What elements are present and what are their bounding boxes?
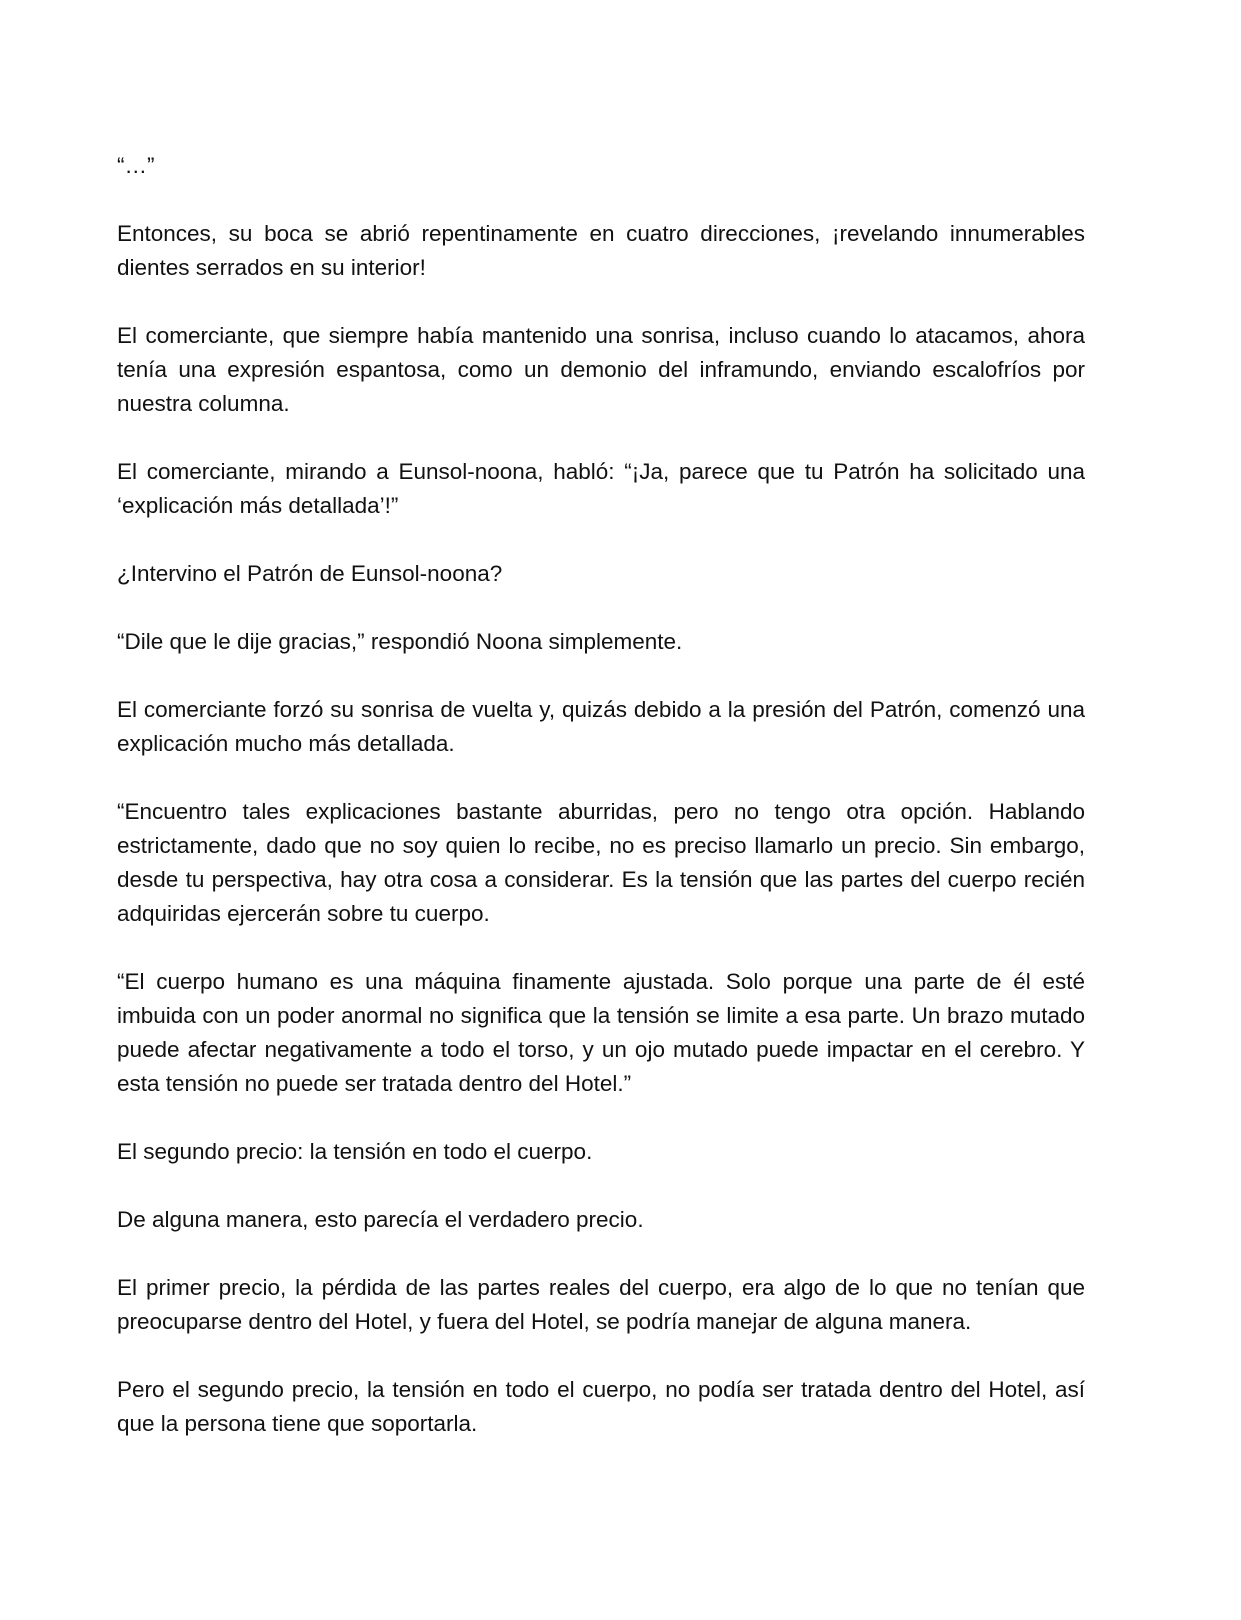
- paragraph-10: El segundo precio: la tensión en todo el cuerpo.: [117, 1139, 593, 1164]
- paragraph-7: El comerciante forzó su sonrisa de vuelta y, quizás debido a la presión del Patrón, comenzó una explicación mucho más detallada.: [117, 697, 1085, 756]
- paragraph-12: El primer precio, la pérdida de las partes reales del cuerpo, era algo de lo que no tenían que preocuparse dentro del Hotel, y fuera del Hotel, se podría manejar de alguna manera.: [117, 1275, 1085, 1334]
- paragraph-8: “Encuentro tales explicaciones bastante aburridas, pero no tengo otra opción. Hablando estrictamente, dado que no soy quien lo recibe, no es preciso llamarlo un precio. Sin embargo, desde tu perspectiva, hay otra cosa a considerar. Es la tensión que las partes del cuerpo recién adquiridas ejercerán sobre tu cuerpo.: [117, 799, 1085, 926]
- document-body: [117, 149, 1085, 1475]
- paragraph-6: “Dile que le dije gracias,” respondió Noona simplemente.: [117, 629, 683, 654]
- paragraph-13: Pero el segundo precio, la tensión en todo el cuerpo, no podía ser tratada dentro del Hotel, así que la persona tiene que soportarla.: [117, 1377, 1085, 1436]
- paragraph-4: El comerciante, mirando a Eunsol-noona, habló: “¡Ja, parece que tu Patrón ha solicitado una ‘explicación más detallada’!”: [117, 459, 1085, 518]
- paragraph-1: “…”: [117, 153, 155, 178]
- paragraph-2: Entonces, su boca se abrió repentinamente en cuatro direcciones, ¡revelando innumerables dientes serrados en su interior!: [117, 221, 1085, 280]
- paragraph-5: ¿Intervino el Patrón de Eunsol-noona?: [117, 561, 503, 586]
- paragraph-3: El comerciante, que siempre había mantenido una sonrisa, incluso cuando lo atacamos, ahora tenía una expresión espantosa, como un demonio del inframundo, enviando escalofríos por nuestra columna.: [117, 323, 1085, 416]
- paragraph-9: “El cuerpo humano es una máquina finamente ajustada. Solo porque una parte de él esté imbuida con un poder anormal no significa que la tensión se limite a esa parte. Un brazo mutado puede afectar negativamente a todo el torso, y un ojo mutado puede impactar en el cerebro. Y esta tensión no puede ser tratada dentro del Hotel.”: [117, 969, 1085, 1096]
- paragraph-11: De alguna manera, esto parecía el verdadero precio.: [117, 1207, 644, 1232]
